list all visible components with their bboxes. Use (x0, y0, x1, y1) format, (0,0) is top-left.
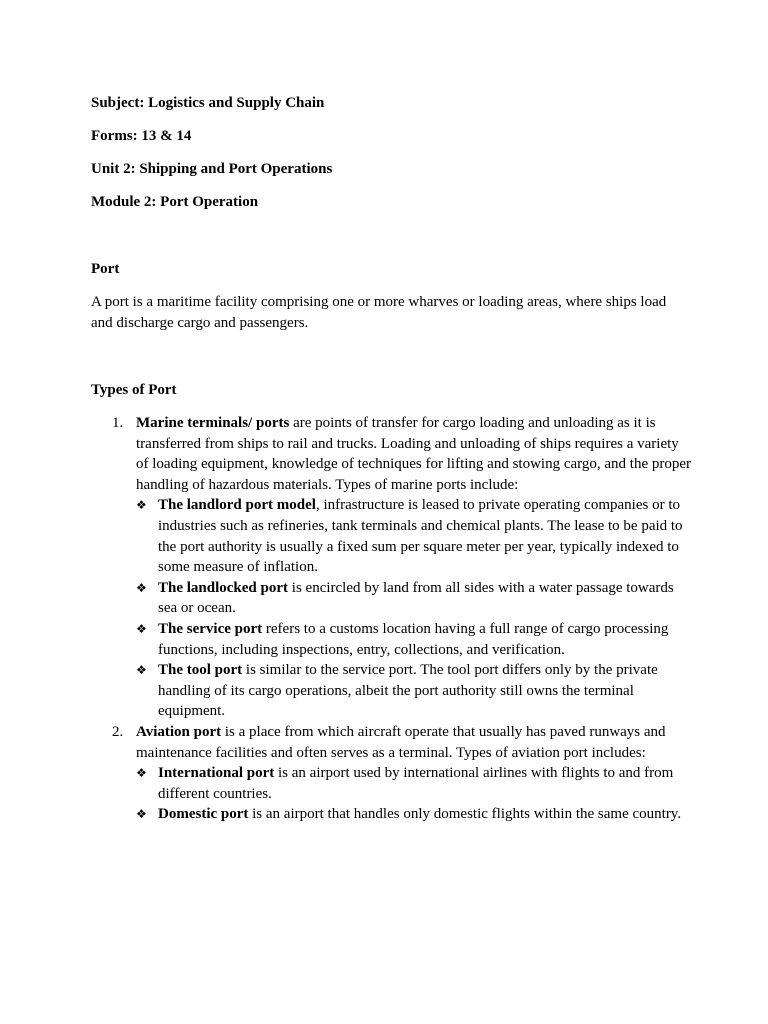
list-item-marine (91, 413, 691, 722)
diamond-bullet-icon: ❖ (136, 807, 147, 822)
diamond-bullet-icon: ❖ (136, 580, 147, 595)
list-item (91, 578, 691, 619)
list-number: 1. (112, 415, 124, 431)
term-description: is similar to the service port. The tool port differs only by the private handling of its cargo operations, albeit the port authority still owns the terminal equipment. (158, 662, 658, 720)
types-heading: Types of Port (91, 382, 177, 398)
forms-line: Forms: 13 & 14 (91, 128, 192, 144)
list-item-aviation (91, 722, 691, 825)
term-description: is an airport that handles only domestic flights within the same country. (248, 806, 682, 823)
port-heading: Port (91, 261, 120, 277)
types-list (91, 413, 691, 825)
term-label: Domestic port (158, 806, 249, 823)
marine-subtypes (136, 495, 691, 722)
diamond-bullet-icon: ❖ (136, 663, 147, 678)
list-item (91, 804, 691, 825)
term-label: Marine terminals/ ports (136, 415, 290, 431)
term-label: Aviation port (136, 723, 222, 740)
diamond-bullet-icon: ❖ (136, 498, 147, 513)
term-description: , infrastructure is leased to private operating companies or to industries such as refineries, tank terminals and chemical plants. The lease to be paid to the port authority is usually a fixed sum per square meter per year, typically indexed to some measure of inflation. (158, 497, 683, 576)
diamond-bullet-icon: ❖ (136, 621, 147, 636)
term-description: refers to a customs location having a full range of cargo processing functions, including inspections, entry, collections, and verification. (158, 620, 669, 658)
aviation-subtypes (136, 763, 691, 825)
term-label: The tool port (158, 662, 243, 679)
list-item-text (136, 413, 691, 495)
diamond-bullet-icon: ❖ (136, 766, 147, 781)
term-description: is an airport used by international airlines with flights to and from different countries. (158, 765, 674, 802)
list-item (91, 763, 691, 804)
term-description: is encircled by land from all sides with a water passage towards sea or ocean. (158, 579, 674, 617)
module-line: Module 2: Port Operation (91, 194, 259, 210)
term-label: The service port (158, 620, 263, 637)
term-label: The landlocked port (158, 579, 289, 596)
unit-line: Unit 2: Shipping and Port Operations (91, 161, 333, 177)
term-label: The landlord port model (158, 497, 316, 514)
list-item-text (136, 722, 691, 763)
list-number: 2. (112, 723, 124, 740)
port-definition: A port is a maritime facility comprising one or more wharves or loading areas, where ships load and discharge cargo and passengers. (91, 294, 667, 331)
list-item (91, 495, 691, 577)
subject-line: Subject: Logistics and Supply Chain (91, 95, 325, 111)
list-item (91, 619, 691, 660)
list-item (91, 660, 691, 722)
term-description: are points of transfer for cargo loading and unloading as it is transferred from ships to rail and trucks. Loading and unloading of ships requires a variety of loading equipment, knowledge of techniques for lifting and stowing cargo, and the proper handling of hazardous materials. Types of marine ports include: (136, 415, 691, 493)
term-description: is a place from which aircraft operate that usually has paved runways and maintenance facilities and often serves as a terminal. Types of aviation port includes: (136, 723, 666, 761)
term-label: International port (158, 765, 275, 782)
